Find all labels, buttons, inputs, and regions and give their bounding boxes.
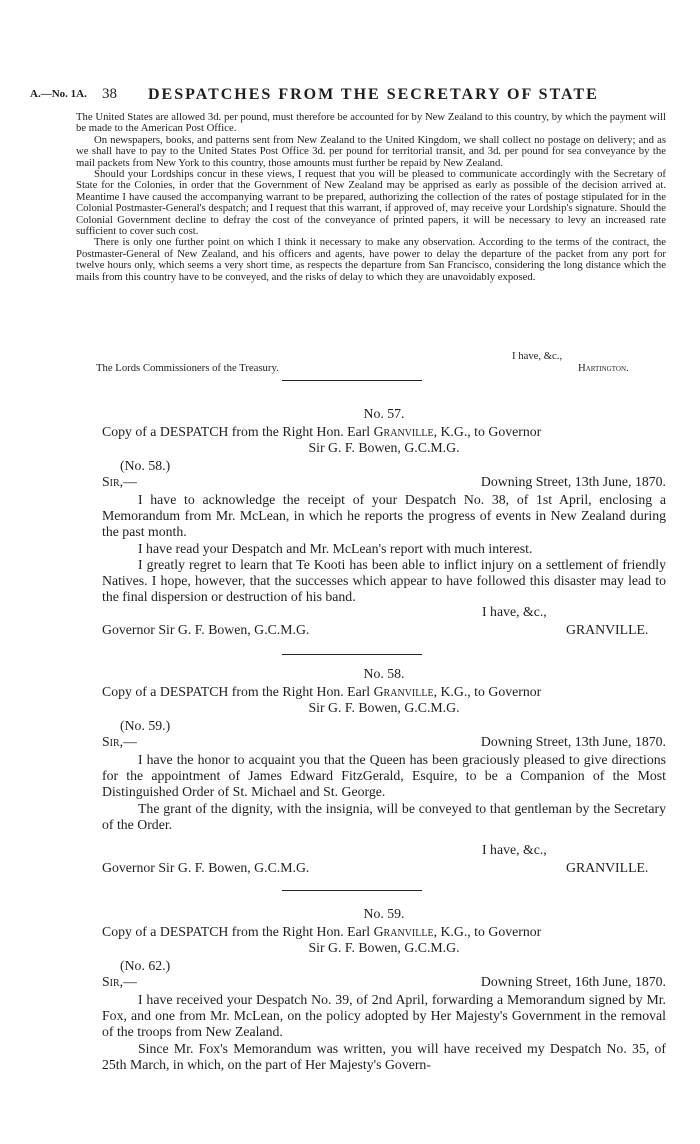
salutation: Sir,—	[102, 734, 137, 749]
signature: GRANVILLE.	[566, 860, 649, 875]
dateline: Downing Street, 16th June, 1870.	[480, 974, 666, 989]
letter-56-body	[76, 112, 666, 283]
despatch-caption	[102, 424, 666, 457]
caption-name: Granville	[373, 424, 434, 439]
paragraph: The grant of the dignity, with the insignia, will be conveyed to that gentleman by the Secretary of the Order.	[102, 800, 666, 832]
paragraph: Should your Lordships concur in these views, I request that you will be pleased to communicate accordingly with the Secretary of State for the Colonies, in order that the Government of New Zealand may be apprised as early as possible of the decision arrived at. Meantime I have caused the accompanying warrant to be prepared, authorizing the collection of the rates of postage stipulated for in the Colonial Postmaster-General's despatch; and I request that this warrant, if approved of, may receive your Lordship's signature. Should the Colonial Government decline to defray the cost of the conveyance of printed papers, it will be necessary to levy an increased rate sufficient to cover such cost.	[76, 168, 666, 238]
despatch-number: No. 58.	[363, 666, 405, 681]
page-number: 38	[102, 86, 117, 102]
paragraph: The United States are allowed 3d. per pound, must therefore be accounted for by New Zealand to this country, by which the payment will be made to the American Post Office.	[76, 111, 666, 135]
despatch-ref: (No. 58.)	[120, 458, 171, 473]
paragraph: I have read your Despatch and Mr. McLean's report with much interest.	[138, 540, 533, 556]
caption-text: Copy of a DESPATCH from the Right Hon. Earl	[102, 424, 374, 439]
caption-text: , K.G., to Governor	[433, 424, 542, 439]
despatch-body	[102, 492, 666, 605]
caption-recipient: Sir G. F. Bowen, G.C.M.G.	[308, 440, 460, 456]
caption-recipient: Sir G. F. Bowen, G.C.M.G.	[308, 940, 460, 956]
despatch-ref: (No. 59.)	[120, 718, 171, 733]
dateline: Downing Street, 13th June, 1870.	[480, 734, 666, 749]
despatch-number: No. 57.	[363, 406, 405, 421]
caption-name: Granville	[373, 684, 434, 699]
despatch-body	[102, 992, 666, 1073]
addressee: Governor Sir G. F. Bowen, G.C.M.G.	[102, 860, 310, 875]
caption-text: Copy of a DESPATCH from the Right Hon. Earl	[102, 684, 374, 699]
addressee: The Lords Commissioners of the Treasury.	[96, 362, 279, 374]
despatch-number: No. 59.	[363, 906, 405, 921]
despatch-body	[102, 752, 666, 833]
paper-reference: A.—No. 1A.	[30, 88, 87, 100]
caption-name: Granville	[373, 924, 434, 939]
section-rule	[282, 890, 422, 891]
closing: I have, &c.,	[482, 842, 547, 857]
salutation: Sir,—	[102, 474, 137, 489]
paragraph: On newspapers, books, and patterns sent from New Zealand to the United Kingdom, we shall collect no postage on delivery; and as we shall have to pay to the United States Post Office 3d. per pound for territorial transit, and 3d. per pound for sea conveyance by the mail packets from New York to this country, those amounts must further be repaid by New Zealand.	[76, 133, 666, 169]
signature: GRANVILLE.	[566, 622, 649, 637]
despatch-ref: (No. 62.)	[120, 958, 171, 973]
paragraph: I greatly regret to learn that Te Kooti has been able to inflict injury on a settlement of friendly Natives. I hope, however, that the successes which appear to have followed this disaster may lead to the final dispersion or destruction of his band.	[102, 556, 666, 605]
paragraph: I have the honor to acquaint you that the Queen has been graciously pleased to give directions for the appointment of James Edward FitzGerald, Esquire, to be a Companion of the Most Distinguished Order of St. Michael and St. George.	[102, 752, 666, 800]
despatch-caption	[102, 924, 666, 957]
paragraph: I have received your Despatch No. 39, of 2nd April, forwarding a Memorandum signed by Mr. Fox, and one from Mr. McLean, on the policy adopted by Her Majesty's Government in the removal of the troops from New Zealand.	[102, 992, 666, 1040]
paragraph: I have to acknowledge the receipt of your Despatch No. 38, of 1st April, enclosing a Memorandum from Mr. McLean, in which he reports the progress of events in New Zealand during the past month.	[102, 492, 666, 540]
dateline: Downing Street, 13th June, 1870.	[480, 474, 666, 489]
caption-text: Copy of a DESPATCH from the Right Hon. Earl	[102, 924, 374, 939]
despatch-caption	[102, 684, 666, 717]
paragraph: Since Mr. Fox's Memorandum was written, you will have received my Despatch No. 35, of 25th March, in which, on the part of Her Majesty's Govern-	[102, 1040, 666, 1072]
running-title: DESPATCHES FROM THE SECRETARY OF STATE	[148, 86, 599, 103]
caption-recipient: Sir G. F. Bowen, G.C.M.G.	[308, 700, 460, 716]
page-header	[30, 86, 670, 106]
section-rule	[282, 654, 422, 655]
salutation: Sir,—	[102, 974, 137, 989]
paragraph: There is only one further point on which I think it necessary to make any observation. According to the terms of the contract, the Postmaster-General of New Zealand, and his officers and agents, have power to delay the departure of the packet from any port for twelve hours only, which seems a very short time, as respects the departure from San Francisco, considering the long distance which the mails from this country have to be conveyed, and the risks of delay to which they are unavoidably exposed.	[76, 236, 666, 283]
signature: Hartington.	[578, 362, 629, 374]
caption-text: , K.G., to Governor	[433, 924, 542, 939]
addressee: Governor Sir G. F. Bowen, G.C.M.G.	[102, 622, 310, 637]
closing: I have, &c.,	[512, 350, 563, 362]
section-rule	[282, 380, 422, 381]
caption-text: , K.G., to Governor	[433, 684, 542, 699]
closing: I have, &c.,	[482, 604, 547, 619]
